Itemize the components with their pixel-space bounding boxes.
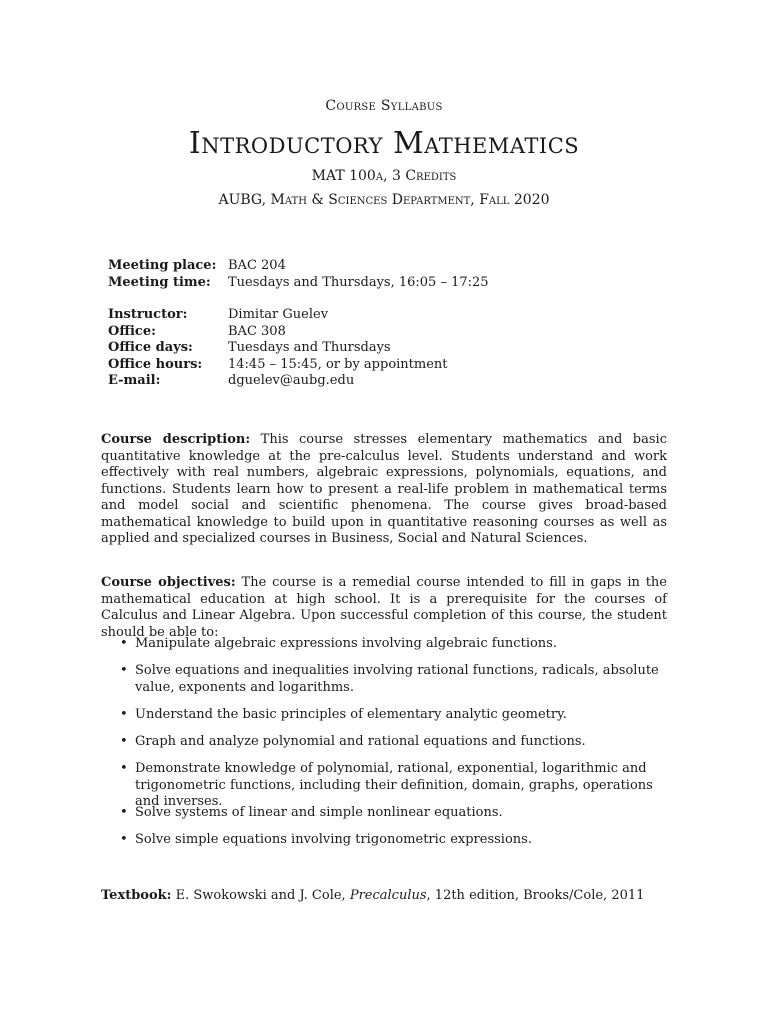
textbook-label: Textbook: <box>101 888 172 903</box>
course-description-label: Course description: <box>101 432 251 447</box>
meeting-info <box>108 258 489 291</box>
office-value: BAC 308 <box>228 323 286 339</box>
instructor-row <box>108 307 448 324</box>
instructor-info <box>108 307 448 390</box>
list-item <box>101 805 667 822</box>
list-item-text: Solve equations and inequalities involving rational functions, radicals, absolute value, exponents and logarithms. <box>135 663 659 695</box>
course-objectives-label: Course objectives: <box>101 575 236 590</box>
bullet-icon: • <box>120 707 128 722</box>
office-row <box>108 324 448 341</box>
course-objectives-text: The course is a remedial course intended to fill in gaps in the mathematical education at high school. It is a prerequisite for the courses of Calculus and Linear Algebra. Upon successful completion of this course, the student should be able to: <box>101 575 667 640</box>
email-row <box>108 373 448 390</box>
course-description-text: This course stresses elementary mathematics and basic quantitative knowledge at the pre-calculus level. Students understand and work effectively with real numbers, algebraic expressions, polynomials, equations, and functions. Students learn how to present a real-life problem in mathematical terms and model social and scientific phenomena. The course gives broad-based mathematical knowledge to build upon in quantitative reasoning courses as well as applied and specialized courses in Business, Social and Natural Sciences. <box>101 432 667 546</box>
bullet-icon: • <box>120 663 128 678</box>
list-item-text: Graph and analyze polynomial and rational equations and functions. <box>135 734 586 749</box>
office-label: Office: <box>108 323 156 339</box>
meeting-place-row <box>108 258 489 275</box>
course-code <box>0 168 768 184</box>
meeting-place-value: BAC 204 <box>228 258 286 273</box>
meeting-time-value: Tuesdays and Thursdays, 16:05 – 17:25 <box>228 274 489 290</box>
office-hours-label: Office hours: <box>108 356 203 372</box>
office-days-value: Tuesdays and Thursdays <box>228 340 391 355</box>
office-days-row <box>108 340 448 357</box>
bullet-icon: • <box>120 761 128 776</box>
textbook-authors: E. Swokowski and J. Cole, <box>175 888 346 903</box>
meeting-time-row <box>108 275 489 292</box>
office-hours-value: 14:45 – 15:45, or by appointment <box>228 356 448 372</box>
office-hours-row <box>108 357 448 374</box>
course-objectives <box>101 575 667 641</box>
email-label: E-mail: <box>108 373 161 388</box>
meeting-time-label: Meeting time: <box>108 274 211 290</box>
textbook-details: , 12th edition, Brooks/Cole, 2011 <box>426 888 645 903</box>
course-code-suffix: a, 3 Credits <box>375 168 457 184</box>
list-item <box>101 734 667 751</box>
institution-line: AUBG, Math & Sciences Department, Fall 2020 <box>218 192 550 208</box>
list-item-text: Manipulate algebraic expressions involving algebraic functions. <box>135 636 557 651</box>
list-item <box>101 636 667 653</box>
bullet-icon: • <box>120 734 128 749</box>
bullet-icon: • <box>120 636 128 651</box>
document-kicker: Course Syllabus <box>325 98 443 114</box>
course-title: Introductory Mathematics <box>188 126 580 161</box>
textbook-title: Precalculus <box>349 888 427 903</box>
list-item-text: Solve simple equations involving trigonometric expressions. <box>135 832 532 847</box>
instructor-label: Instructor: <box>108 307 188 322</box>
list-item-text: Demonstrate knowledge of polynomial, rational, exponential, logarithmic and trigonometric functions, including their definition, domain, graphs, operations and inverses. <box>135 761 653 809</box>
list-item <box>101 761 667 811</box>
instructor-value: Dimitar Guelev <box>228 307 329 322</box>
textbook-line <box>101 888 667 905</box>
list-item <box>101 707 667 724</box>
list-item <box>101 663 667 696</box>
course-description <box>101 432 667 548</box>
email-value: dguelev@aubg.edu <box>228 373 355 388</box>
course-code-prefix: MAT 100 <box>311 168 376 184</box>
office-days-label: Office days: <box>108 340 193 355</box>
list-item-text: Understand the basic principles of elementary analytic geometry. <box>135 707 567 722</box>
list-item <box>101 832 667 849</box>
bullet-icon: • <box>120 805 128 820</box>
bullet-icon: • <box>120 832 128 847</box>
meeting-place-label: Meeting place: <box>108 258 217 273</box>
list-item-text: Solve systems of linear and simple nonlinear equations. <box>135 805 503 820</box>
